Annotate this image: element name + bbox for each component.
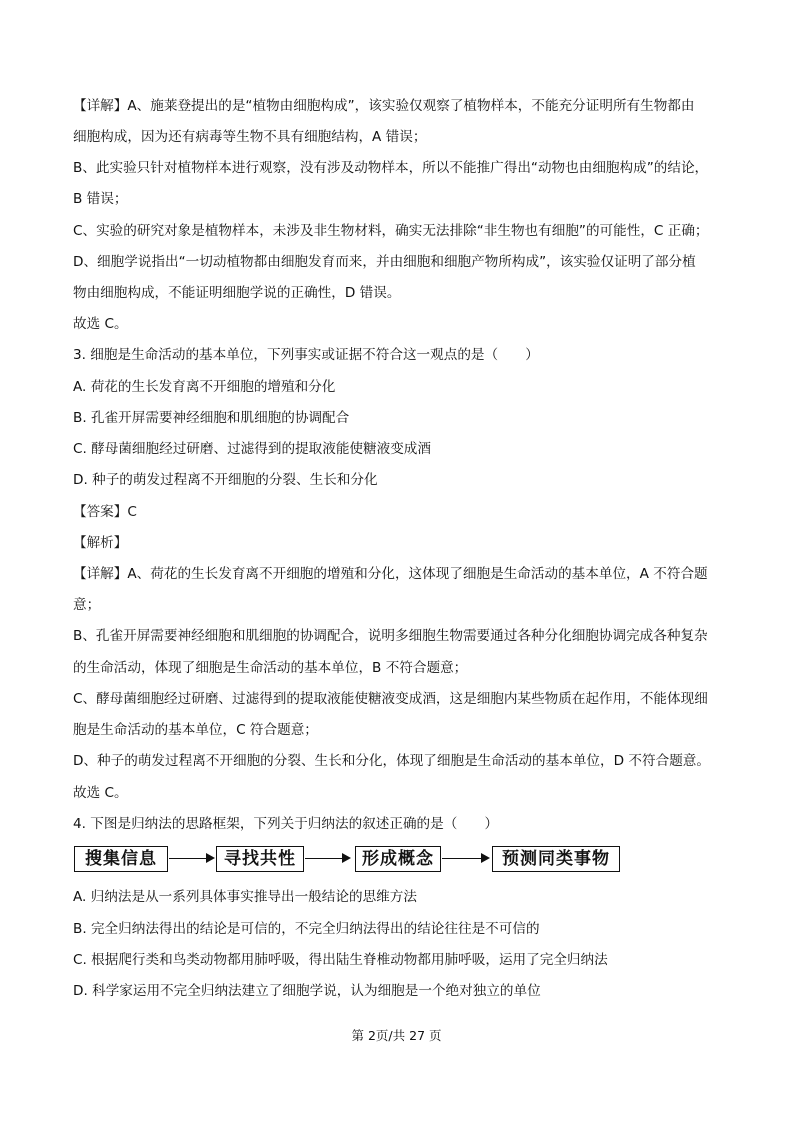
flow-step-collect: 搜集信息	[74, 846, 168, 872]
explanation-line: 【详解】A、荷花的生长发育离不开细胞的增殖和分化，这体现了细胞是生命活动的基本单位，A 不符合题	[73, 566, 708, 582]
flow-arrow	[442, 858, 488, 859]
explanation-line: 【详解】A、施莱登提出的是“植物由细胞构成”，该实验仅观察了植物样本，不能充分证明所有生物都由	[73, 98, 695, 114]
option-a: A. 荷花的生长发育离不开细胞的增殖和分化	[73, 379, 336, 395]
flow-step-predict: 预测同类事物	[492, 846, 620, 872]
flow-step-commonality: 寻找共性	[216, 846, 304, 872]
explanation-line: C、实验的研究对象是植物样本，未涉及非生物材料，确实无法排除“非生物也有细胞”的可能性，C 正确；	[73, 223, 709, 239]
option-b: B. 完全归纳法得出的结论是可信的，不完全归纳法得出的结论往往是不可信的	[73, 921, 540, 937]
induction-flow-diagram	[74, 846, 644, 874]
explanation-line: D、种子的萌发过程离不开细胞的分裂、生长和分化，体现了细胞是生命活动的基本单位，D 不符合题意。	[73, 753, 710, 769]
explanation-line: B、孔雀开屏需要神经细胞和肌细胞的协调配合，说明多细胞生物需要通过各种分化细胞协调完成各种复杂	[73, 628, 708, 644]
explanation-line: 胞是生命活动的基本单位，C 符合题意；	[73, 722, 318, 738]
explanation-line: 物由细胞构成，不能证明细胞学说的正确性，D 错误。	[73, 285, 401, 301]
explanation-line: D、细胞学说指出“一切动植物都由细胞发育而来，并由细胞和细胞产物所构成”，该实验仅证明了部分植	[73, 254, 696, 270]
explanation-line: C、酵母菌细胞经过研磨、过滤得到的提取液能使糖液变成酒，这是细胞内某些物质在起作用，不能体现细	[73, 691, 708, 707]
option-d: D. 科学家运用不完全归纳法建立了细胞学说，认为细胞是一个绝对独立的单位	[73, 983, 541, 999]
option-a: A. 归纳法是从一系列具体事实推导出一般结论的思维方法	[73, 889, 417, 905]
explanation-line: B、此实验只针对植物样本进行观察，没有涉及动物样本，所以不能推广得出“动物也由细胞构成”的结论，	[73, 160, 709, 176]
explanation-line: 的生命活动，体现了细胞是生命活动的基本单位，B 不符合题意；	[73, 660, 468, 676]
option-b: B. 孔雀开屏需要神经细胞和肌细胞的协调配合	[73, 410, 350, 426]
answer-label: 【答案】C	[73, 504, 137, 520]
option-c: C. 根据爬行类和鸟类动物都用肺呼吸，得出陆生脊椎动物都用肺呼吸，运用了完全归纳法	[73, 952, 608, 968]
explanation-line: B 错误；	[73, 191, 128, 207]
conclusion-line: 故选 C。	[73, 316, 128, 332]
conclusion-line: 故选 C。	[73, 785, 128, 801]
analysis-heading: 【解析】	[73, 535, 128, 551]
question-stem: 4. 下图是归纳法的思路框架，下列关于归纳法的叙述正确的是（ ）	[73, 816, 499, 832]
question-stem: 3. 细胞是生命活动的基本单位，下列事实或证据不符合这一观点的是（ ）	[73, 347, 539, 363]
option-d: D. 种子的萌发过程离不开细胞的分裂、生长和分化	[73, 472, 378, 488]
page-number-footer: 第 2页/共 27 页	[351, 1028, 442, 1043]
explanation-line: 意；	[73, 597, 101, 613]
explanation-line: 细胞构成，因为还有病毒等生物不具有细胞结构，A 错误；	[73, 129, 427, 145]
flow-arrow	[305, 858, 349, 859]
flow-arrow	[169, 858, 213, 859]
option-c: C. 酵母菌细胞经过研磨、过滤得到的提取液能使糖液变成酒	[73, 441, 431, 457]
flow-step-concept: 形成概念	[355, 846, 441, 872]
